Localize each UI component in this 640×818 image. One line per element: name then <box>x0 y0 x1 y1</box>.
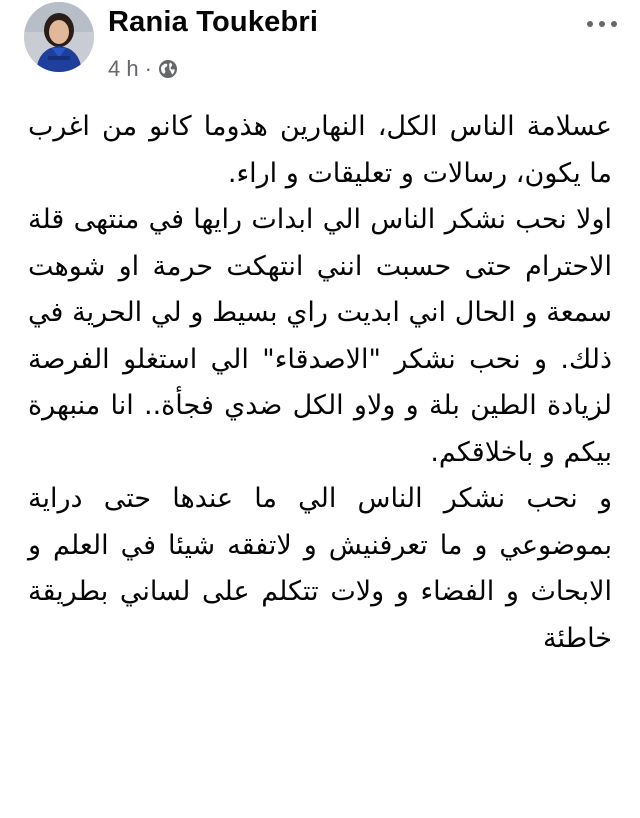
avatar-image <box>24 2 94 72</box>
author-avatar[interactable] <box>24 2 94 72</box>
post-timestamp[interactable]: 4 h <box>108 56 139 81</box>
post-meta <box>108 56 178 82</box>
more-options-button[interactable] <box>580 6 624 42</box>
post-header <box>24 2 624 82</box>
more-horizontal-icon-dot <box>587 21 593 27</box>
more-horizontal-icon-dot <box>599 21 605 27</box>
author-name[interactable]: Rania Toukebri <box>108 6 319 38</box>
more-horizontal-icon-dot <box>611 21 617 27</box>
globe-icon[interactable] <box>158 59 178 79</box>
post-paragraph: اولا نحب نشكر الناس الي ابدات رايها في منتهى قلة الاحترام حتى حسبت انني انتهكت حرمة او شوهت سمعة و الحال اني ابديت راي بسيط و لي الحرية في ذلك. و نحب نشكر "الاصدقاء" الي استغلو الفرصة لزيادة الطين بلة و ولاو الكل ضدي فجأة.. انا منبهرة بيكم و باخلاقكم. <box>28 204 612 468</box>
meta-separator: · <box>144 56 152 81</box>
post-text <box>28 104 612 804</box>
post-paragraph: عسلامة الناس الكل، النهارين هذوما كانو من اغرب ما يكون، رسالات و تعليقات و اراء. <box>28 111 612 189</box>
post-paragraph: و نحب نشكر الناس الي ما عندها حتى دراية بموضوعي و ما تعرفنيش و لاتفقه شيئا في العلم و الابحاث و الفضاء و ولات تتكلم على لساني بطريقة خاطئة <box>28 483 612 654</box>
